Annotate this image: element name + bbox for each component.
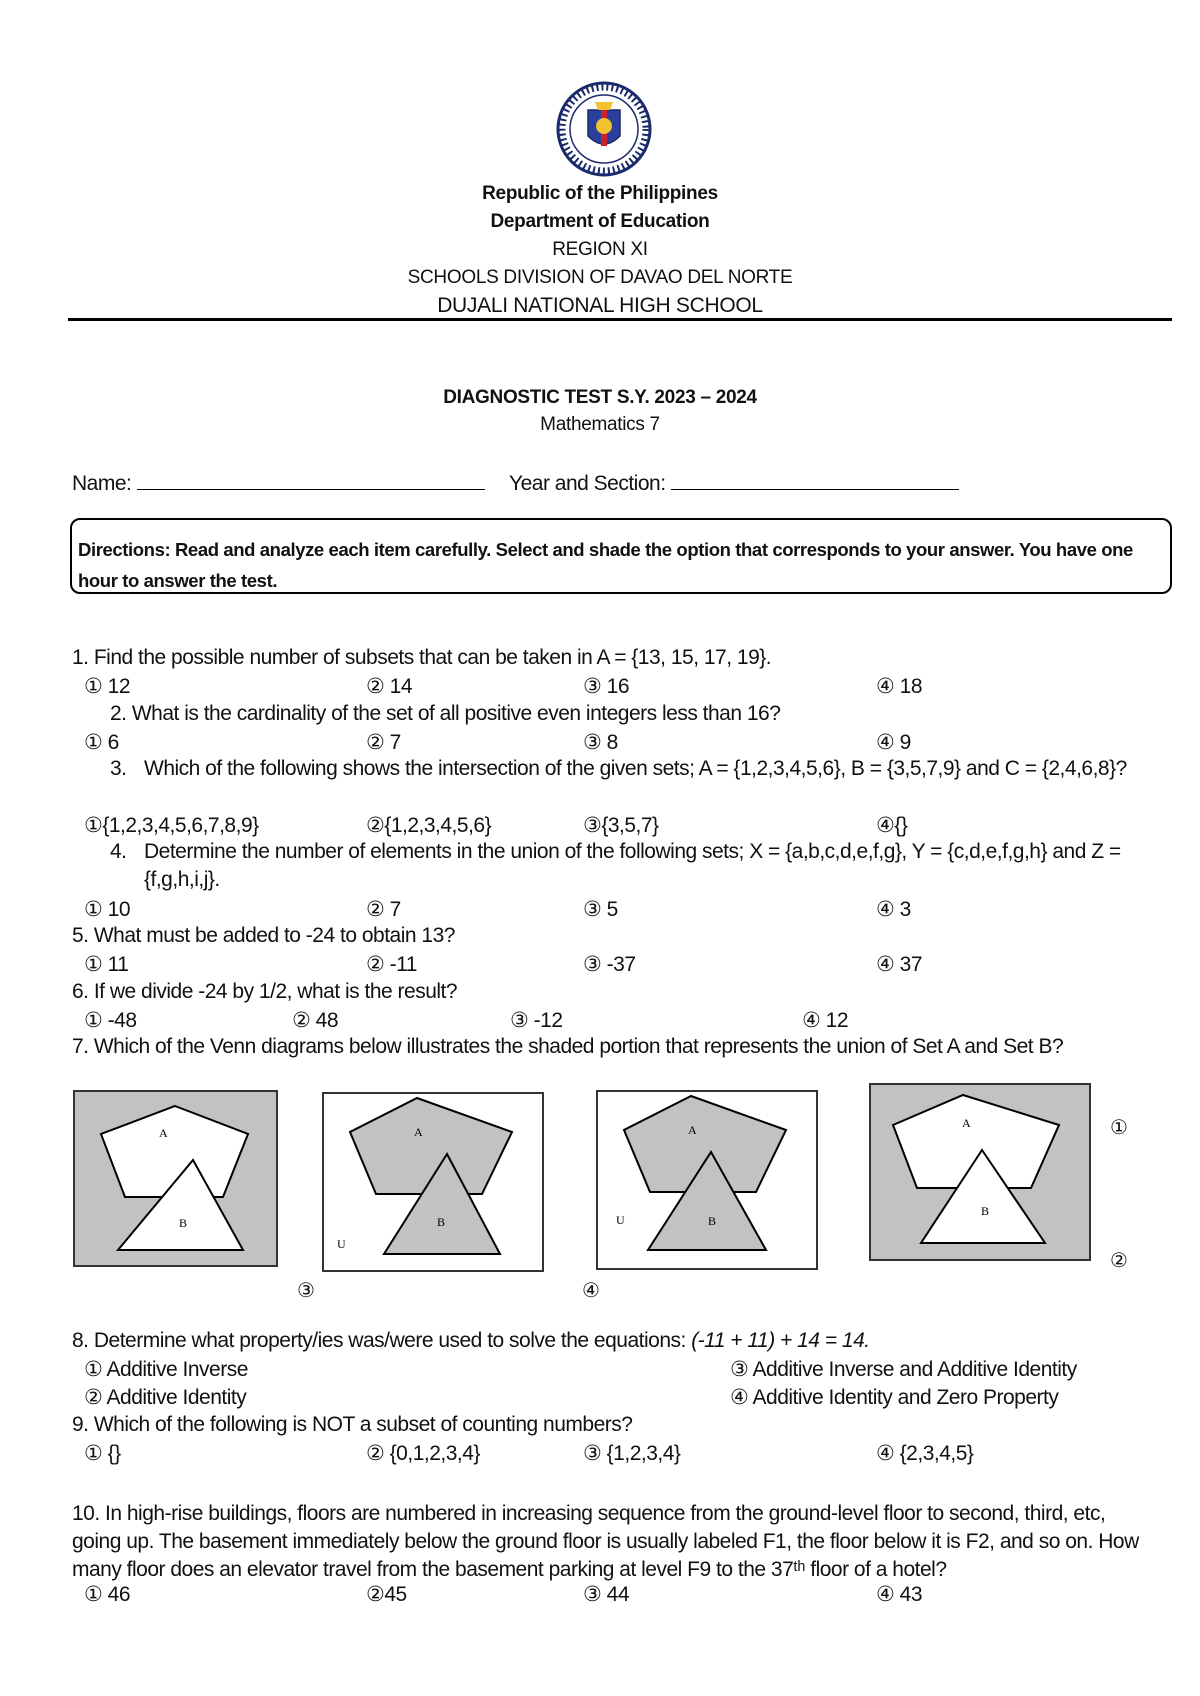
question-4-number: 4. [110,840,127,863]
venn-diagram-4[interactable] [869,1083,1091,1261]
venn-2-label-u: U [337,1237,346,1251]
q3-option-3[interactable]: ③{3,5,7} [583,814,659,837]
test-title: DIAGNOSTIC TEST S.Y. 2023 – 2024 [443,387,757,408]
q2-option-1[interactable]: ① 6 [84,731,119,754]
q10-option-4[interactable]: ④ 43 [876,1583,923,1606]
q3-option-4[interactable]: ④{} [876,814,908,837]
question-7: 7. Which of the Venn diagrams below illustrates the shaded portion that represents the union of Set A and Set B? [72,1035,1064,1058]
q2-option-2[interactable]: ② 7 [366,731,401,754]
question-10: 10. In high-rise buildings, floors are numbered in increasing sequence from the ground-level floor to second, third, etc, going up. The basement immediately below the ground floor is usually labeled F1, the floor below it is F2, and so on. How many floor does an elevator travel from the basement parking at level F9 to the 37ᵗʰ floor of a hotel? [72,1502,1139,1581]
venn-1-label-b: B [179,1216,188,1230]
deped-seal-logo [555,80,653,178]
question-9: 9. Which of the following is NOT a subset of counting numbers? [72,1413,633,1436]
q5-option-4[interactable]: ④ 37 [876,953,923,976]
q1-option-4[interactable]: ④ 18 [876,675,923,698]
q10-option-3[interactable]: ③ 44 [583,1583,630,1606]
venn-diagram-3[interactable] [596,1090,818,1270]
venn-2-label-b: B [437,1215,446,1229]
q10-option-2[interactable]: ②45 [366,1583,407,1606]
question-8-equation: (-11 + 11) + 14 = 14. [691,1329,870,1352]
q1-option-2[interactable]: ② 14 [366,675,413,698]
q8-option-3[interactable]: ③ Additive Inverse and Additive Identity [730,1358,1077,1381]
q6-option-1[interactable]: ① -48 [84,1009,137,1032]
question-3: Which of the following shows the intersection of the given sets; A = {1,2,3,4,5,6}, B = {3,5,7,9} and C = {2,4,6,8}? [144,757,1127,780]
question-8 [72,1329,870,1353]
region-line: REGION XI [552,239,648,260]
q8-option-4[interactable]: ④ Additive Identity and Zero Property [730,1386,1059,1409]
q10-option-1[interactable]: ① 46 [84,1583,131,1606]
department-line: Department of Education [490,211,710,232]
q4-option-4[interactable]: ④ 3 [876,898,911,921]
venn-1-label-a: A [159,1126,168,1140]
q6-option-3[interactable]: ③ -12 [510,1009,563,1032]
q9-option-4[interactable]: ④ {2,3,4,5} [876,1442,974,1465]
venn-marker-1[interactable]: ① [1110,1117,1128,1139]
q8-option-1[interactable]: ① Additive Inverse [84,1358,248,1381]
venn-marker-2[interactable]: ② [1110,1250,1128,1272]
q4-option-1[interactable]: ① 10 [84,898,131,921]
q5-option-3[interactable]: ③ -37 [583,953,636,976]
name-row [72,469,959,496]
q9-option-2[interactable]: ② {0,1,2,3,4} [366,1442,480,1465]
division-line: SCHOOLS DIVISION OF DAVAO DEL NORTE [407,267,793,288]
q5-option-1[interactable]: ① 11 [84,953,129,976]
subject-title: Mathematics 7 [540,414,660,435]
school-name: DUJALI NATIONAL HIGH SCHOOL [437,294,763,317]
venn-diagram-1[interactable] [73,1090,278,1267]
q3-option-1[interactable]: ①{1,2,3,4,5,6,7,8,9} [84,814,259,837]
q3-option-2[interactable]: ②{1,2,3,4,5,6} [366,814,492,837]
venn-2-label-a: A [414,1125,423,1139]
name-field[interactable] [137,469,485,490]
q2-option-4[interactable]: ④ 9 [876,731,911,754]
header-divider [68,318,1172,321]
venn-4-label-b: B [981,1204,990,1218]
q1-option-3[interactable]: ③ 16 [583,675,630,698]
q5-option-2[interactable]: ② -11 [366,953,417,976]
q9-option-3[interactable]: ③ {1,2,3,4} [583,1442,681,1465]
question-3-number: 3. [110,757,127,780]
name-label: Name: [72,472,132,495]
question-4: Determine the number of elements in the union of the following sets; X = {a,b,c,d,e,f,g}, Y = {c,d,e,f,g,h} and Z = {f,g,h,i,j}. [144,840,1121,891]
q4-option-2[interactable]: ② 7 [366,898,401,921]
venn-4-label-a: A [962,1116,971,1130]
q9-option-1[interactable]: ① {} [84,1442,121,1465]
question-2: 2. What is the cardinality of the set of all positive even integers less than 16? [110,702,781,725]
question-8-text: 8. Determine what property/ies was/were used to solve the equations: [72,1329,692,1352]
q2-option-3[interactable]: ③ 8 [583,731,618,754]
venn-marker-3[interactable]: ③ [297,1280,315,1302]
venn-diagram-2[interactable] [322,1092,544,1272]
section-field[interactable] [671,469,959,490]
q6-option-4[interactable]: ④ 12 [802,1009,849,1032]
republic-line: Republic of the Philippines [482,183,718,204]
q4-option-3[interactable]: ③ 5 [583,898,618,921]
venn-3-label-u: U [616,1213,625,1227]
section-label: Year and Section: [509,472,666,495]
q8-option-2[interactable]: ② Additive Identity [84,1386,247,1409]
directions-box: Directions: Read and analyze each item carefully. Select and shade the option that corresponds to your answer. You have one hour to answer the test. [70,518,1172,594]
venn-3-label-a: A [688,1123,697,1137]
venn-marker-4[interactable]: ④ [582,1280,600,1302]
question-5: 5. What must be added to -24 to obtain 13? [72,924,455,947]
question-1: 1. Find the possible number of subsets that can be taken in A = {13, 15, 17, 19}. [72,646,772,669]
venn-3-label-b: B [708,1214,717,1228]
q6-option-2[interactable]: ② 48 [292,1009,339,1032]
question-6: 6. If we divide -24 by 1/2, what is the result? [72,980,458,1003]
q1-option-1[interactable]: ① 12 [84,675,131,698]
